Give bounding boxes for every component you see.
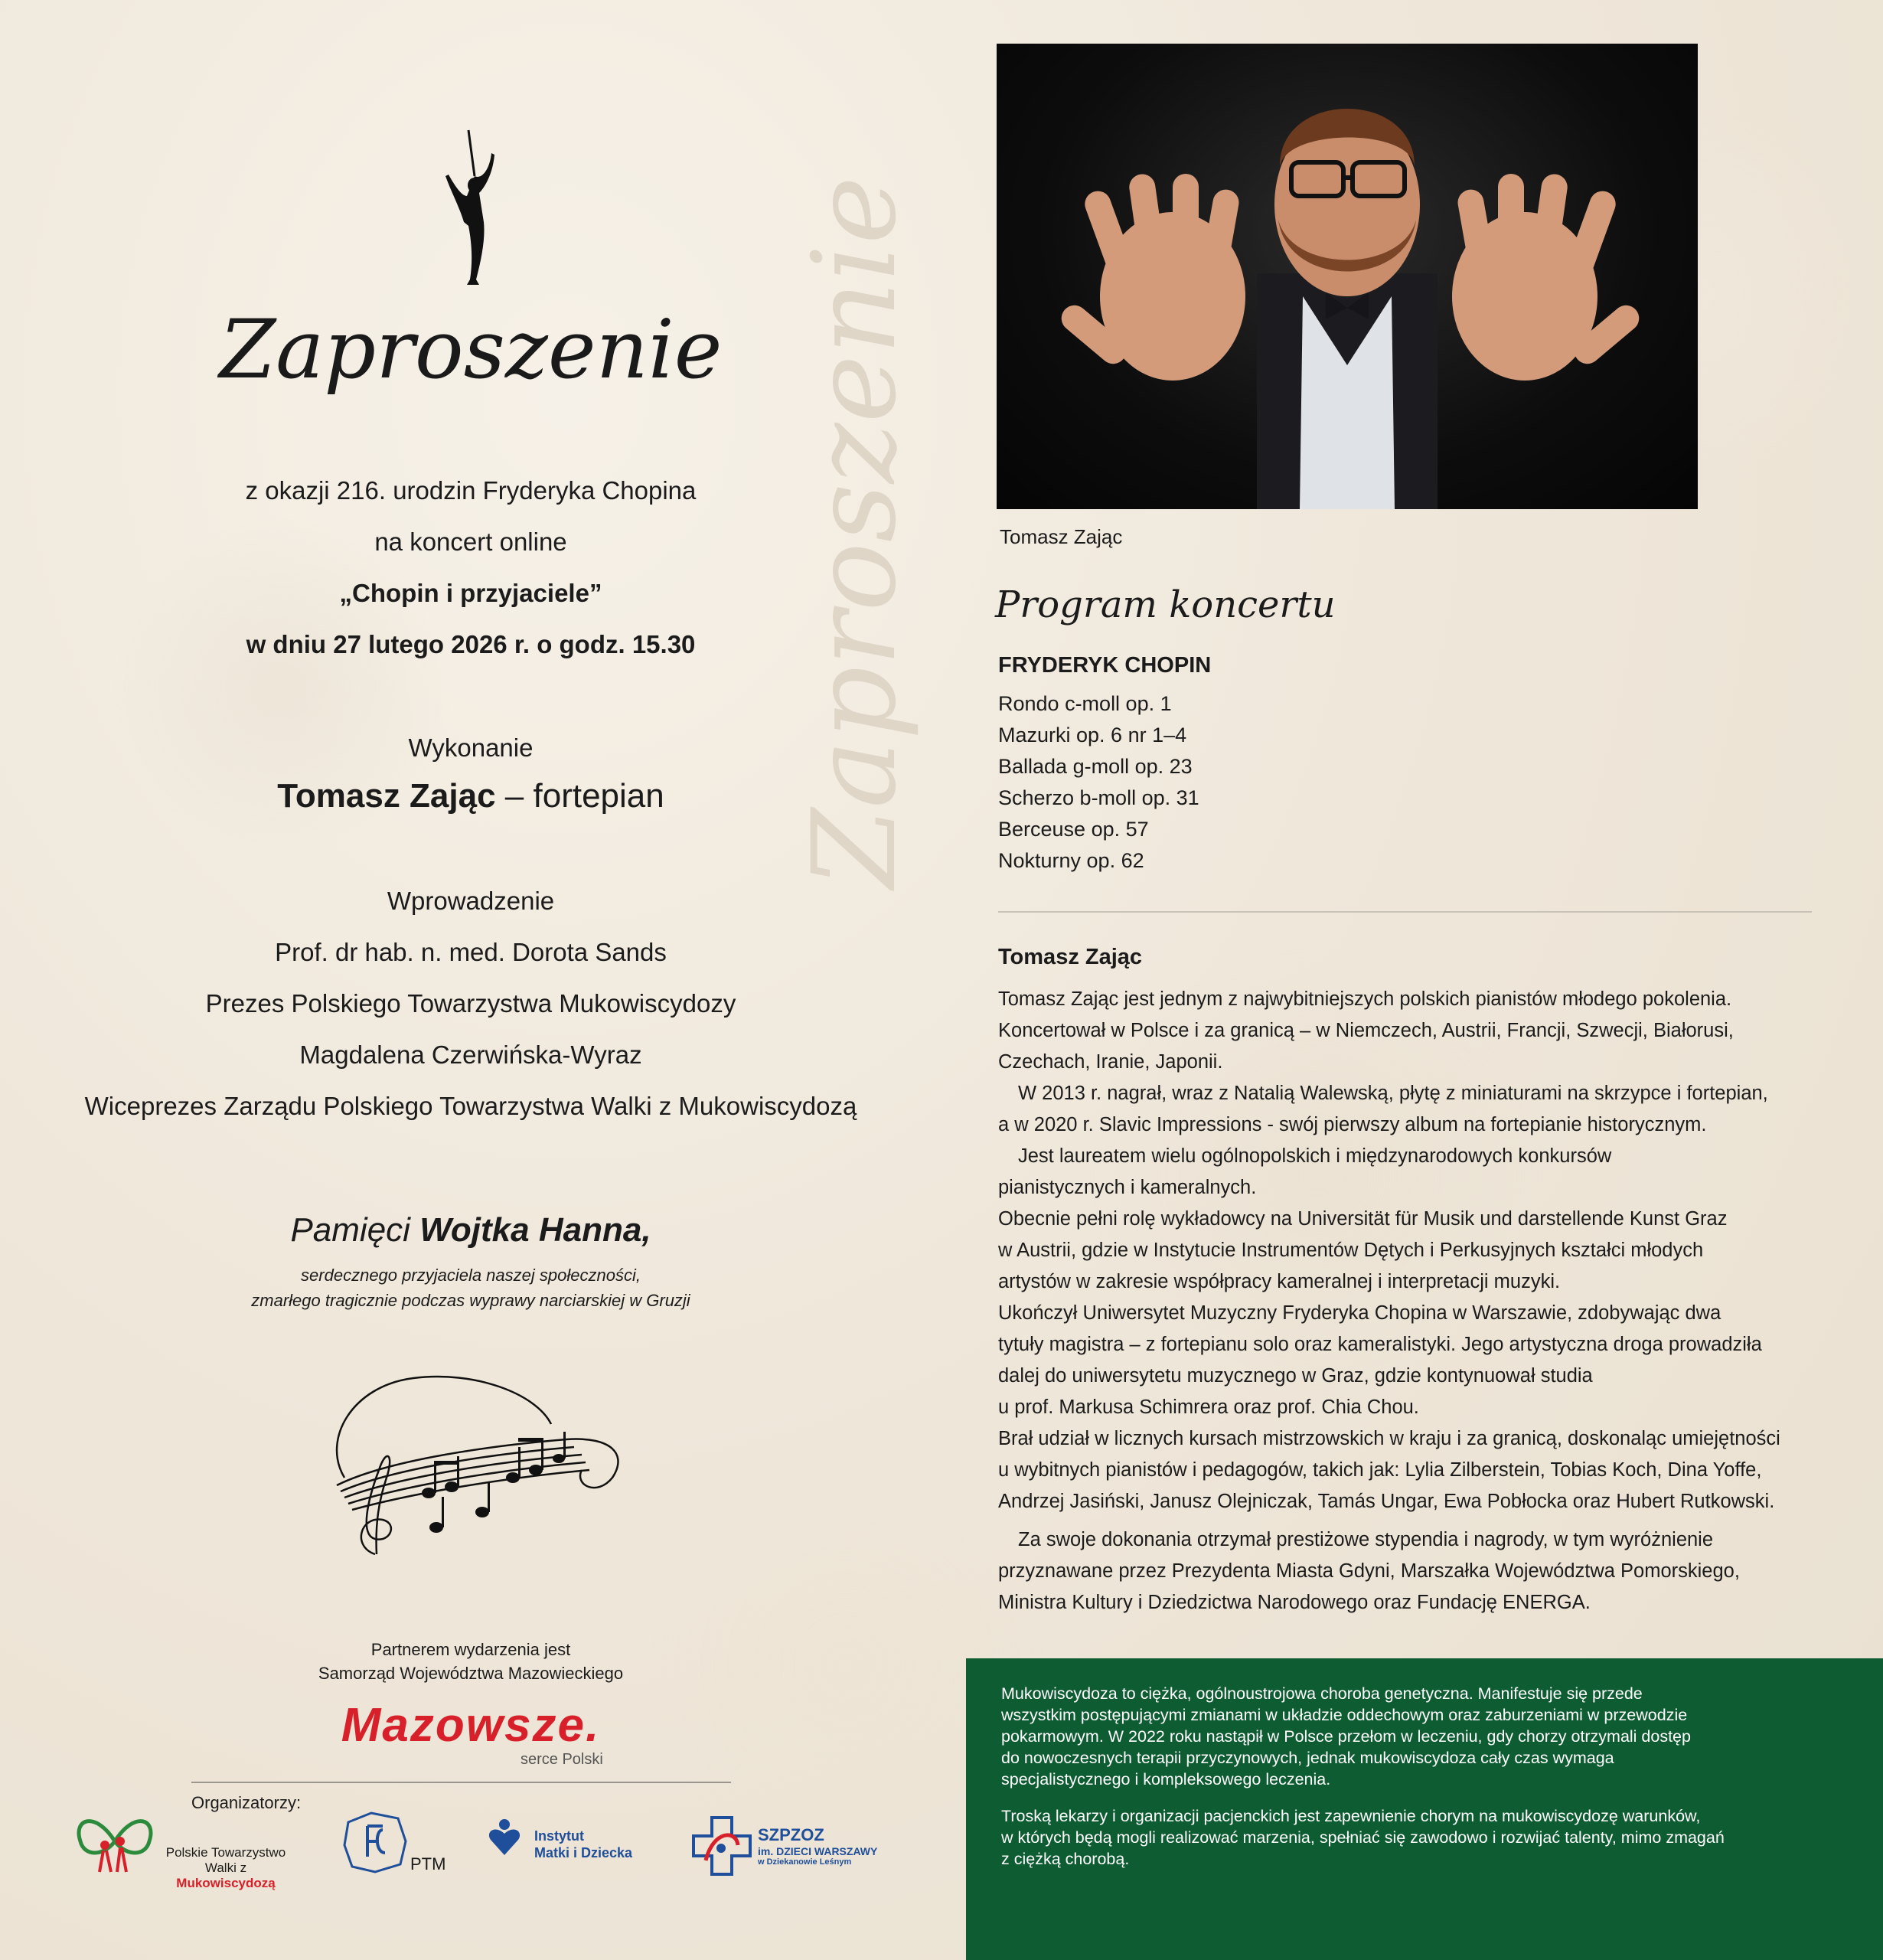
ptwm-name bbox=[161, 1845, 291, 1891]
program-item: Scherzo b-moll op. 31 bbox=[998, 786, 1199, 809]
intro-label: Wprowadzenie bbox=[387, 887, 555, 915]
ptm-label: PTM bbox=[410, 1854, 446, 1873]
info-line: wszystkim postępującymi zmianami w układzie oddechowym oraz zaburzeniami w przewodzie bbox=[1001, 1706, 1688, 1724]
memory-prefix: Pamięci bbox=[290, 1211, 410, 1249]
cystic-fibrosis-info-box bbox=[966, 1658, 1883, 1960]
program-divider bbox=[998, 911, 1812, 913]
memory-line-1: serdecznego przyjaciela naszej społeczności, bbox=[301, 1266, 641, 1285]
bio-line: Brał udział w licznych kursach mistrzowskich w kraju i za granicą, doskonaląc umiejętności bbox=[998, 1428, 1780, 1449]
info-line: pokarmowym. W 2022 roku nastąpił w Polsce przełom w leczeniu, gdy chorzy otrzymali dostęp bbox=[1001, 1727, 1691, 1746]
bio-line: Jest laureatem wielu ogólnopolskich i międzynarodowych konkursów bbox=[1018, 1145, 1612, 1167]
partner-line-2: Samorząd Województwa Mazowieckiego bbox=[318, 1664, 624, 1683]
program-composer: FRYDERYK CHOPIN bbox=[998, 653, 1212, 678]
bio-line: Ukończył Uniwersytet Muzyczny Fryderyka Chopina w Warszawie, zdobywając dwa bbox=[998, 1302, 1721, 1324]
bio-text bbox=[998, 984, 1855, 1619]
bio-line: W 2013 r. nagrał, wraz z Natalią Walewską, płytę z miniaturami na skrzypce i fortepian, bbox=[1018, 1083, 1768, 1104]
memory-heading bbox=[0, 1211, 942, 1250]
bio-heading: Tomasz Zając bbox=[998, 945, 1143, 969]
intro-person-2: Magdalena Czerwińska-Wyraz bbox=[299, 1040, 642, 1069]
info-line: Mukowiscydoza to ciężka, ogólnoustrojowa choroba genetyczna. Manifestuje się przede bbox=[1001, 1684, 1643, 1703]
bio-line: Za swoje dokonania otrzymał prestiżowe stypendia i nagrody, w tym wyróżnienie bbox=[1018, 1529, 1714, 1550]
bio-line: Czechach, Iranie, Japonii. bbox=[998, 1051, 1223, 1073]
occasion-line: z okazji 216. urodzin Fryderyka Chopina bbox=[245, 476, 697, 505]
ptwm-name-line-2a: Walki z bbox=[204, 1860, 247, 1875]
bio-line: przyznawane przez Prezydenta Miasta Gdyni, Marszałka Województwa Pomorskiego, bbox=[998, 1560, 1740, 1582]
program-item: Ballada g-moll op. 23 bbox=[998, 755, 1193, 778]
info-line: specjalistycznego i kompleksowego leczenia. bbox=[1001, 1770, 1331, 1788]
concert-name: „Chopin i przyjaciele” bbox=[339, 579, 602, 607]
vertical-watermark: Zaproszenie bbox=[788, 176, 922, 888]
imid-name-line-1: Instytut bbox=[534, 1828, 584, 1844]
online-concert-line: na koncert online bbox=[374, 528, 567, 556]
bio-line: Ministra Kultury i Dziedzictwa Narodowego oraz Fundację ENERGA. bbox=[998, 1592, 1591, 1613]
pianist-portrait-image bbox=[997, 44, 1698, 509]
szpzoz-name-line-3: w Dziekanowie Leśnym bbox=[758, 1857, 852, 1867]
intro-title-1: Prezes Polskiego Towarzystwa Mukowiscydozy bbox=[205, 989, 736, 1018]
program-item: Rondo c-moll op. 1 bbox=[998, 692, 1172, 715]
performer-role: – fortepian bbox=[504, 777, 664, 815]
divider bbox=[191, 1782, 731, 1783]
imid-name-line-2: Matki i Dziecka bbox=[534, 1845, 633, 1860]
program-list bbox=[998, 692, 1199, 880]
bio-line: u wybitnych pianistów i pedagogów, takich jak: Lylia Zilberstein, Tobias Koch, Dina Yoffe, bbox=[998, 1459, 1762, 1481]
ptwm-name-line-2 bbox=[161, 1860, 291, 1891]
info-line: do nowoczesnych terapii przyczynowych, jednak mukowiscydoza cały czas wymaga bbox=[1001, 1749, 1614, 1767]
heart-icon bbox=[488, 1818, 521, 1857]
bio-line: Obecnie pełni rolę wykładowcy na Universität für Musik und darstellende Kunst Graz bbox=[998, 1208, 1728, 1230]
info-paragraph-2 bbox=[1001, 1805, 1725, 1870]
bio-line: artystów w zakresie współpracy kameralnej i interpretacji muzyki. bbox=[998, 1271, 1561, 1292]
bio-line: Koncertował w Polsce i za granicą – w Niemczech, Austrii, Francji, Szwecji, Białorusi, bbox=[998, 1020, 1734, 1041]
program-item: Nokturny op. 62 bbox=[998, 849, 1144, 872]
szpzoz-name bbox=[758, 1825, 877, 1867]
memory-line-2: zmarłego tragicznie podczas wyprawy narciarskiej w Gruzji bbox=[251, 1291, 690, 1310]
partner-line-1: Partnerem wydarzenia jest bbox=[370, 1640, 571, 1659]
bio-line: Andrzej Jasiński, Janusz Olejniczak, Tamás Ungar, Ewa Pobłocka oraz Hubert Rutkowski. bbox=[998, 1491, 1775, 1512]
intro-title-2: Wiceprezes Zarządu Polskiego Towarzystwa Walki z Mukowiscydozą bbox=[84, 1092, 857, 1120]
conductor-icon bbox=[429, 122, 513, 291]
bio-line: w Austrii, gdzie w Instytucie Instrumentów Dętych i Perkusyjnych kształci młodych bbox=[998, 1240, 1704, 1261]
music-notes-icon bbox=[321, 1370, 635, 1570]
bio-line: dalej do uniwersytetu muzycznego w Graz, gdzie kontynuował studia bbox=[998, 1365, 1593, 1387]
organizers-label: Organizatorzy: bbox=[191, 1793, 302, 1812]
mazowsze-logo: Mazowsze. bbox=[341, 1699, 601, 1752]
performer-line bbox=[0, 777, 942, 815]
info-line: z ciężką chorobą. bbox=[1001, 1850, 1130, 1868]
program-title: Program koncertu bbox=[995, 583, 1336, 626]
program-item: Berceuse op. 57 bbox=[998, 818, 1149, 841]
photo-caption: Tomasz Zając bbox=[1000, 525, 1123, 548]
memory-name: Wojtka Hanna, bbox=[419, 1211, 651, 1249]
performer-name: Tomasz Zając bbox=[277, 777, 496, 815]
ptwm-name-line-2b: Mukowiscydozą bbox=[176, 1876, 276, 1890]
bio-line: Tomasz Zając jest jednym z najwybitniejszych polskich pianistów młodego pokolenia. bbox=[998, 988, 1732, 1010]
bio-line: tytuły magistra – z fortepianu solo oraz kameralistyki. Jego artystyczna droga prowadziła bbox=[998, 1334, 1762, 1355]
bio-line: pianistycznych i kameralnych. bbox=[998, 1177, 1257, 1198]
pianist-photo bbox=[997, 44, 1698, 509]
program-item: Mazurki op. 6 nr 1–4 bbox=[998, 724, 1187, 746]
szpzoz-name-line-2: im. DZIECI WARSZAWY bbox=[758, 1845, 878, 1857]
ptwm-butterfly-logo bbox=[73, 1803, 157, 1876]
mazowsze-subtitle: serce Polski bbox=[521, 1751, 603, 1768]
imid-name bbox=[534, 1828, 632, 1861]
bio-line: a w 2020 r. Slavic Impressions - swój pierwszy album na fortepianie historycznym. bbox=[998, 1114, 1707, 1135]
info-paragraph-1 bbox=[1001, 1683, 1691, 1790]
performance-label: Wykonanie bbox=[408, 733, 534, 762]
ptwm-name-line-1: Polskie Towarzystwo bbox=[165, 1845, 286, 1860]
info-line: Troską lekarzy i organizacji pacjenckich jest zapewnienie chorym na mukowiscydozę warunków, bbox=[1001, 1807, 1701, 1825]
ptm-map-logo bbox=[341, 1807, 410, 1876]
szpzoz-name-line-1: SZPZOZ bbox=[758, 1825, 824, 1844]
concert-date: w dniu 27 lutego 2026 r. o godz. 15.30 bbox=[246, 630, 696, 658]
intro-person-1: Prof. dr hab. n. med. Dorota Sands bbox=[275, 938, 667, 966]
szpzoz-cross-logo bbox=[690, 1815, 753, 1877]
invitation-title: Zaproszenie bbox=[219, 302, 723, 397]
info-line: w których będą mogli realizować marzenia, spełniać się zawodowo i rozwijać talenty, mimo zmagań bbox=[1001, 1828, 1725, 1847]
bio-line: u prof. Markusa Schimrera oraz prof. Chia Chou. bbox=[998, 1396, 1419, 1418]
